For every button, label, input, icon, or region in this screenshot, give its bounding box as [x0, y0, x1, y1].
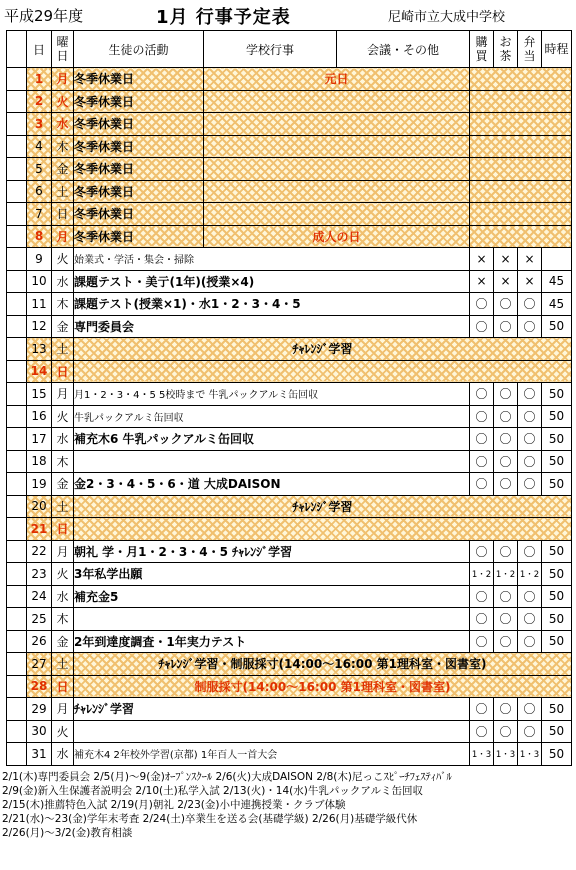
bento-mark: 〇 — [518, 720, 542, 743]
purchase-mark: 1・2 — [470, 563, 494, 586]
table-row — [7, 158, 572, 181]
col-day: 日 — [27, 31, 52, 68]
school-event — [204, 203, 470, 226]
student-activity: 始業式・学活・集会・掃除 — [74, 248, 470, 271]
day-number: 8 — [27, 225, 52, 248]
student-activity — [74, 720, 470, 743]
day-of-week: 土 — [52, 653, 74, 676]
day-number: 4 — [27, 135, 52, 158]
bento-mark: 〇 — [518, 405, 542, 428]
lead-cell — [7, 585, 27, 608]
purchase-mark: 〇 — [470, 540, 494, 563]
student-activity: 冬季休業日 — [74, 135, 204, 158]
lead-cell — [7, 428, 27, 451]
footer-line: 2/1(木)専門委員会 2/5(月)～9(金)ｵｰﾌﾟﾝｽｸｰﾙ 2/6(火)大成DAISON 2/8(木)尼っこｽﾋﾟｰﾁﾌｪｽﾃｨﾊﾞﾙ — [2, 771, 452, 783]
lead-cell — [7, 90, 27, 113]
bento-mark: 〇 — [518, 608, 542, 631]
purchase-mark: 〇 — [470, 383, 494, 406]
tea-mark: × — [494, 270, 518, 293]
bento-mark: 〇 — [518, 698, 542, 721]
tea-mark: 〇 — [494, 315, 518, 338]
status-cells — [470, 135, 572, 158]
day-number: 6 — [27, 180, 52, 203]
lead-cell — [7, 630, 27, 653]
purchase-mark: 〇 — [470, 720, 494, 743]
tea-mark: 〇 — [494, 585, 518, 608]
student-activity: 補充木4 2年校外学習(京都) 1年百人一首大会 — [74, 743, 470, 766]
school-event: 元日 — [204, 68, 470, 91]
lead-cell — [7, 473, 27, 496]
student-activity: 3年私学出願 — [74, 563, 470, 586]
day-number: 10 — [27, 270, 52, 293]
col-meetings: 会議・その他 — [337, 31, 470, 68]
lead-cell — [7, 270, 27, 293]
day-of-week: 木 — [52, 608, 74, 631]
student-activity — [74, 450, 470, 473]
day-of-week: 日 — [52, 203, 74, 226]
purchase-mark: 〇 — [470, 315, 494, 338]
purchase-mark: 〇 — [470, 608, 494, 631]
student-activity: ﾁｬﾚﾝｼﾞ学習 — [74, 698, 470, 721]
day-number: 16 — [27, 405, 52, 428]
bento-mark: × — [518, 248, 542, 271]
day-of-week: 月 — [52, 225, 74, 248]
day-of-week: 火 — [52, 563, 74, 586]
lead-cell — [7, 450, 27, 473]
day-number: 31 — [27, 743, 52, 766]
bento-mark: 〇 — [518, 585, 542, 608]
status-cells — [470, 203, 572, 226]
bento-mark: 1・3 — [518, 743, 542, 766]
purchase-mark: 1・3 — [470, 743, 494, 766]
table-row — [7, 585, 572, 608]
purchase-mark: × — [470, 270, 494, 293]
day-of-week: 金 — [52, 630, 74, 653]
tea-mark: 1・2 — [494, 563, 518, 586]
period-minutes: 50 — [542, 315, 572, 338]
status-cells — [470, 90, 572, 113]
tea-mark: 〇 — [494, 383, 518, 406]
tea-mark: 〇 — [494, 630, 518, 653]
student-activity: 月1・2・3・4・5 5校時まで 牛乳パックアルミ缶回収 — [74, 383, 470, 406]
bento-mark: 〇 — [518, 450, 542, 473]
table-row — [7, 540, 572, 563]
footer-line: 2/26(月)～3/2(金)教育相談 — [2, 827, 133, 839]
period-minutes: 50 — [542, 428, 572, 451]
lead-cell — [7, 31, 27, 68]
school-event — [204, 135, 470, 158]
day-number: 15 — [27, 383, 52, 406]
student-activity: 金2・3・4・5・6・道 大成DAISON — [74, 473, 470, 496]
col-school-events: 学校行事 — [204, 31, 337, 68]
table-row — [7, 450, 572, 473]
day-number: 25 — [27, 608, 52, 631]
lead-cell — [7, 720, 27, 743]
tea-mark: 〇 — [494, 293, 518, 316]
bento-mark: 〇 — [518, 630, 542, 653]
day-number: 11 — [27, 293, 52, 316]
table-row — [7, 518, 572, 541]
student-activity: 専門委員会 — [74, 315, 470, 338]
period-minutes: 50 — [542, 540, 572, 563]
bento-mark: 〇 — [518, 383, 542, 406]
period-minutes: 50 — [542, 383, 572, 406]
lead-cell — [7, 113, 27, 136]
day-number: 19 — [27, 473, 52, 496]
table-row — [7, 113, 572, 136]
day-number: 7 — [27, 203, 52, 226]
tea-mark: 〇 — [494, 720, 518, 743]
period-minutes: 50 — [542, 585, 572, 608]
span-cell — [74, 518, 572, 541]
day-number: 12 — [27, 315, 52, 338]
table-row — [7, 405, 572, 428]
day-number: 23 — [27, 563, 52, 586]
col-tea: お茶 — [494, 31, 518, 68]
col-students: 生徒の活動 — [74, 31, 204, 68]
school-event — [204, 180, 470, 203]
table-row — [7, 630, 572, 653]
day-of-week: 日 — [52, 360, 74, 383]
tea-mark: × — [494, 248, 518, 271]
day-of-week: 水 — [52, 113, 74, 136]
tea-mark: 1・3 — [494, 743, 518, 766]
bento-mark: 〇 — [518, 315, 542, 338]
col-minutes: 時程 — [542, 31, 572, 68]
day-of-week: 木 — [52, 293, 74, 316]
school-event — [204, 158, 470, 181]
day-number: 30 — [27, 720, 52, 743]
lead-cell — [7, 68, 27, 91]
day-number: 22 — [27, 540, 52, 563]
day-of-week: 水 — [52, 585, 74, 608]
day-of-week: 木 — [52, 135, 74, 158]
col-purchase: 購買 — [470, 31, 494, 68]
purchase-mark: 〇 — [470, 473, 494, 496]
tea-mark: 〇 — [494, 608, 518, 631]
student-activity: 冬季休業日 — [74, 90, 204, 113]
period-minutes: 50 — [542, 473, 572, 496]
day-number: 18 — [27, 450, 52, 473]
period-minutes: 45 — [542, 270, 572, 293]
student-activity: 冬季休業日 — [74, 158, 204, 181]
tea-mark: 〇 — [494, 473, 518, 496]
table-row — [7, 608, 572, 631]
student-activity: 補充木6 牛乳パックアルミ缶回収 — [74, 428, 470, 451]
table-row — [7, 360, 572, 383]
day-number: 1 — [27, 68, 52, 91]
footer-notes — [2, 770, 574, 840]
footer-line: 2/21(水)～23(金)学年末考査 2/24(土)卒業生を送る会(基礎学級) 2/26(月)基礎学級代休 — [2, 813, 418, 825]
period-minutes: 50 — [542, 563, 572, 586]
span-cell: ﾁｬﾚﾝｼﾞ学習・制服採寸(14:00～16:00 第1理科室・図書室) — [74, 653, 572, 676]
purchase-mark: 〇 — [470, 428, 494, 451]
status-cells — [470, 225, 572, 248]
table-row — [7, 698, 572, 721]
day-of-week: 土 — [52, 338, 74, 361]
school-event — [204, 90, 470, 113]
student-activity — [74, 608, 470, 631]
student-activity: 補充金5 — [74, 585, 470, 608]
tea-mark: 〇 — [494, 450, 518, 473]
day-number: 13 — [27, 338, 52, 361]
span-cell: ﾁｬﾚﾝｼﾞ学習 — [74, 338, 572, 361]
table-row — [7, 563, 572, 586]
purchase-mark: 〇 — [470, 293, 494, 316]
status-cells — [470, 68, 572, 91]
status-cells — [470, 113, 572, 136]
day-number: 3 — [27, 113, 52, 136]
lead-cell — [7, 158, 27, 181]
bento-mark: 〇 — [518, 540, 542, 563]
footer-line: 2/9(金)新入生保護者説明会 2/10(土)私学入試 2/13(火)・14(水)牛乳パックアルミ缶回収 — [2, 785, 423, 797]
day-of-week: 火 — [52, 90, 74, 113]
lead-cell — [7, 563, 27, 586]
tea-mark: 〇 — [494, 698, 518, 721]
student-activity: 課題テスト・美亍(1年)(授業×4) — [74, 270, 470, 293]
lead-cell — [7, 675, 27, 698]
lead-cell — [7, 383, 27, 406]
table-row — [7, 720, 572, 743]
table-row — [7, 90, 572, 113]
lead-cell — [7, 315, 27, 338]
lead-cell — [7, 293, 27, 316]
day-of-week: 月 — [52, 68, 74, 91]
period-minutes: 50 — [542, 450, 572, 473]
lead-cell — [7, 248, 27, 271]
bento-mark: × — [518, 270, 542, 293]
lead-cell — [7, 540, 27, 563]
lead-cell — [7, 360, 27, 383]
col-bento: 弁当 — [518, 31, 542, 68]
day-of-week: 水 — [52, 743, 74, 766]
period-minutes: 50 — [542, 630, 572, 653]
table-row — [7, 653, 572, 676]
page-header — [0, 0, 576, 30]
purchase-mark: × — [470, 248, 494, 271]
bento-mark: 〇 — [518, 428, 542, 451]
period-minutes: 50 — [542, 720, 572, 743]
day-of-week: 水 — [52, 270, 74, 293]
day-of-week: 日 — [52, 518, 74, 541]
day-of-week: 月 — [52, 698, 74, 721]
lead-cell — [7, 743, 27, 766]
table-row — [7, 743, 572, 766]
bento-mark: 1・2 — [518, 563, 542, 586]
lead-cell — [7, 180, 27, 203]
student-activity: 朝礼 学・月1・2・3・4・5 ﾁｬﾚﾝｼﾞ学習 — [74, 540, 470, 563]
student-activity: 冬季休業日 — [74, 180, 204, 203]
day-number: 29 — [27, 698, 52, 721]
footer-line: 2/15(木)推薦特色入試 2/19(月)朝礼 2/23(金)小中連携授業・クラブ体験 — [2, 799, 346, 811]
lead-cell — [7, 495, 27, 518]
table-row — [7, 135, 572, 158]
lead-cell — [7, 698, 27, 721]
table-row — [7, 473, 572, 496]
purchase-mark: 〇 — [470, 698, 494, 721]
student-activity: 冬季休業日 — [74, 113, 204, 136]
tea-mark: 〇 — [494, 405, 518, 428]
day-number: 17 — [27, 428, 52, 451]
day-of-week: 金 — [52, 315, 74, 338]
bento-mark: 〇 — [518, 473, 542, 496]
schedule-table — [6, 30, 572, 766]
period-minutes — [542, 248, 572, 271]
span-cell — [74, 360, 572, 383]
fiscal-year: 平成29年度 — [4, 7, 84, 25]
table-row — [7, 293, 572, 316]
table-row — [7, 428, 572, 451]
purchase-mark: 〇 — [470, 630, 494, 653]
day-of-week: 火 — [52, 720, 74, 743]
lead-cell — [7, 338, 27, 361]
day-number: 5 — [27, 158, 52, 181]
day-number: 14 — [27, 360, 52, 383]
student-activity: 牛乳パックアルミ缶回収 — [74, 405, 470, 428]
table-row — [7, 203, 572, 226]
period-minutes: 50 — [542, 405, 572, 428]
table-header-row — [7, 31, 572, 68]
table-row — [7, 675, 572, 698]
lead-cell — [7, 135, 27, 158]
span-cell: ﾁｬﾚﾝｼﾞ学習 — [74, 495, 572, 518]
day-of-week: 金 — [52, 158, 74, 181]
period-minutes: 50 — [542, 698, 572, 721]
lead-cell — [7, 225, 27, 248]
day-of-week: 火 — [52, 248, 74, 271]
day-of-week: 月 — [52, 540, 74, 563]
school-event — [204, 113, 470, 136]
purchase-mark: 〇 — [470, 585, 494, 608]
day-number: 28 — [27, 675, 52, 698]
purchase-mark: 〇 — [470, 405, 494, 428]
day-number: 20 — [27, 495, 52, 518]
table-row — [7, 248, 572, 271]
table-row — [7, 383, 572, 406]
day-number: 9 — [27, 248, 52, 271]
day-of-week: 月 — [52, 383, 74, 406]
lead-cell — [7, 518, 27, 541]
period-minutes: 45 — [542, 293, 572, 316]
lead-cell — [7, 653, 27, 676]
period-minutes: 50 — [542, 743, 572, 766]
student-activity: 課題テスト(授業×1)・水1・2・3・4・5 — [74, 293, 470, 316]
period-minutes: 50 — [542, 608, 572, 631]
day-of-week: 土 — [52, 495, 74, 518]
day-number: 24 — [27, 585, 52, 608]
span-cell: 制服採寸(14:00～16:00 第1理科室・図書室) — [74, 675, 572, 698]
student-activity: 冬季休業日 — [74, 203, 204, 226]
day-of-week: 金 — [52, 473, 74, 496]
page-title: 1月 行事予定表 — [156, 7, 291, 28]
tea-mark: 〇 — [494, 428, 518, 451]
day-of-week: 水 — [52, 428, 74, 451]
day-of-week: 火 — [52, 405, 74, 428]
student-activity: 2年到達度調査・1年実力テスト — [74, 630, 470, 653]
status-cells — [470, 180, 572, 203]
table-row — [7, 338, 572, 361]
student-activity: 冬季休業日 — [74, 68, 204, 91]
student-activity: 冬季休業日 — [74, 225, 204, 248]
lead-cell — [7, 405, 27, 428]
table-row — [7, 225, 572, 248]
bento-mark: 〇 — [518, 293, 542, 316]
tea-mark: 〇 — [494, 540, 518, 563]
day-of-week: 日 — [52, 675, 74, 698]
table-row — [7, 180, 572, 203]
purchase-mark: 〇 — [470, 450, 494, 473]
col-dow: 曜日 — [52, 31, 74, 68]
school-name: 尼崎市立大成中学校 — [388, 10, 506, 25]
day-of-week: 土 — [52, 180, 74, 203]
day-number: 2 — [27, 90, 52, 113]
table-row — [7, 315, 572, 338]
status-cells — [470, 158, 572, 181]
day-number: 26 — [27, 630, 52, 653]
lead-cell — [7, 608, 27, 631]
lead-cell — [7, 203, 27, 226]
table-row — [7, 495, 572, 518]
day-number: 21 — [27, 518, 52, 541]
day-of-week: 木 — [52, 450, 74, 473]
table-row — [7, 270, 572, 293]
table-row — [7, 68, 572, 91]
school-event: 成人の日 — [204, 225, 470, 248]
day-number: 27 — [27, 653, 52, 676]
